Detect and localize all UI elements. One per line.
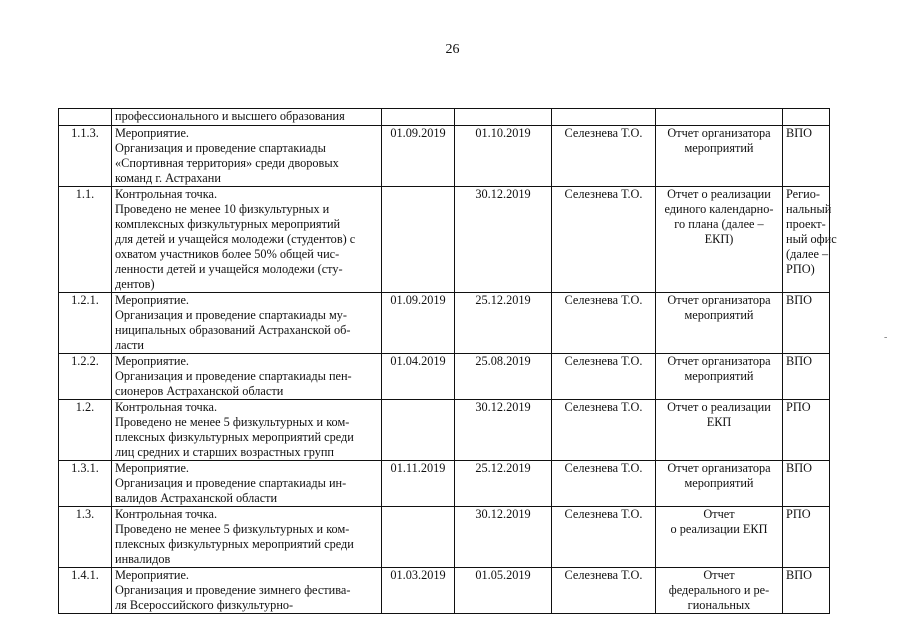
- table-row: [59, 568, 830, 614]
- page-number: 26: [445, 42, 460, 57]
- level-cell: [783, 293, 830, 354]
- description-cell: [112, 568, 382, 614]
- item-number-cell: [59, 109, 112, 126]
- description-line: Проведено не менее 5 физкультурных и ком-: [115, 522, 350, 536]
- description-cell: [112, 293, 382, 354]
- start-date-cell: [382, 187, 455, 293]
- document-cell: [656, 109, 783, 126]
- description-line: лиц средних и старших возрастных групп: [115, 445, 335, 459]
- description-line: валидов Астраханской области: [115, 491, 278, 505]
- level-line: РПО): [786, 262, 815, 276]
- description-line: Проведено не менее 10 физкультурных и: [115, 202, 330, 216]
- level-line: РПО: [786, 400, 811, 414]
- description-line: для детей и учащейся молодежи (студентов) с: [115, 232, 356, 246]
- document-line: мероприятий: [684, 141, 754, 155]
- description-line: Контрольная точка.: [115, 400, 218, 414]
- description-cell: [112, 126, 382, 187]
- plan-table: [58, 108, 837, 614]
- responsible-cell: Селезнева Т.О.: [552, 568, 656, 614]
- document-line: федерального и ре-: [668, 583, 770, 597]
- document-cell: [656, 126, 783, 187]
- table-row: [59, 109, 830, 126]
- end-date-cell: 30.12.2019: [455, 400, 552, 461]
- description-line: комплексных физкультурных мероприятий: [115, 217, 341, 231]
- description-line: «Спортивная территория» среди дворовых: [115, 156, 339, 170]
- document-line: гиональных: [687, 598, 751, 612]
- description-cell: [112, 109, 382, 126]
- document-cell: [656, 400, 783, 461]
- table-row: [59, 400, 830, 461]
- level-cell: [783, 354, 830, 400]
- table-row: [59, 461, 830, 507]
- responsible-cell: Селезнева Т.О.: [552, 461, 656, 507]
- start-date-cell: 01.09.2019: [382, 126, 455, 187]
- responsible-cell: Селезнева Т.О.: [552, 400, 656, 461]
- end-date-cell: 25.12.2019: [455, 293, 552, 354]
- level-cell: [783, 109, 830, 126]
- level-cell: [783, 568, 830, 614]
- description-line: охватом участников более 50% общей чис-: [115, 247, 340, 261]
- description-line: ласти: [115, 338, 145, 352]
- document-cell: [656, 354, 783, 400]
- end-date-cell: [455, 109, 552, 126]
- item-number-cell: 1.2.: [59, 400, 112, 461]
- description-line: Организация и проведение спартакиады му-: [115, 308, 347, 322]
- description-line: Организация и проведение спартакиады ин-: [115, 476, 347, 490]
- end-date-cell: 01.05.2019: [455, 568, 552, 614]
- level-line: (далее –: [786, 247, 829, 261]
- document-cell: [656, 461, 783, 507]
- document-line: Отчет: [703, 568, 735, 582]
- level-cell: [783, 126, 830, 187]
- stray-mark: -: [884, 332, 888, 343]
- document-line: го плана (далее –: [674, 217, 764, 231]
- start-date-cell: [382, 400, 455, 461]
- description-cell: [112, 461, 382, 507]
- description-line: инвалидов: [115, 552, 171, 566]
- item-number-cell: 1.2.2.: [59, 354, 112, 400]
- table-row: [59, 354, 830, 400]
- item-number-cell: 1.4.1.: [59, 568, 112, 614]
- table-row: [59, 187, 830, 293]
- start-date-cell: 01.04.2019: [382, 354, 455, 400]
- document-cell: [656, 187, 783, 293]
- document-line: Отчет: [703, 507, 735, 521]
- responsible-cell: Селезнева Т.О.: [552, 293, 656, 354]
- level-line: ный офис: [786, 232, 837, 246]
- description-line: ниципальных образований Астраханской об-: [115, 323, 351, 337]
- document-line: ЕКП: [706, 415, 732, 429]
- level-cell: [783, 507, 830, 568]
- description-line: профессионального и высшего образования: [115, 109, 345, 123]
- document-line: ЕКП): [704, 232, 734, 246]
- start-date-cell: [382, 507, 455, 568]
- description-cell: [112, 187, 382, 293]
- responsible-cell: [552, 109, 656, 126]
- description-line: плексных физкультурных мероприятий среди: [115, 430, 354, 444]
- start-date-cell: 01.11.2019: [382, 461, 455, 507]
- level-line: нальный: [786, 202, 832, 216]
- document-line: мероприятий: [684, 308, 754, 322]
- item-number-cell: 1.3.: [59, 507, 112, 568]
- document-cell: [656, 568, 783, 614]
- document-line: Отчет организатора: [667, 354, 771, 368]
- level-cell: [783, 187, 837, 293]
- document-line: Отчет о реализации: [667, 400, 771, 414]
- responsible-cell: Селезнева Т.О.: [552, 126, 656, 187]
- description-line: Контрольная точка.: [115, 187, 218, 201]
- level-line: Регио-: [786, 187, 821, 201]
- level-line: проект-: [786, 217, 826, 231]
- item-number-cell: 1.2.1.: [59, 293, 112, 354]
- document-line: Отчет организатора: [667, 293, 771, 307]
- item-number-cell: 1.1.: [59, 187, 112, 293]
- description-line: плексных физкультурных мероприятий среди: [115, 537, 354, 551]
- document-line: Отчет организатора: [667, 461, 771, 475]
- item-number-cell: 1.3.1.: [59, 461, 112, 507]
- end-date-cell: 30.12.2019: [455, 507, 552, 568]
- end-date-cell: 25.12.2019: [455, 461, 552, 507]
- table-row: [59, 126, 830, 187]
- item-number-cell: 1.1.3.: [59, 126, 112, 187]
- level-line: ВПО: [786, 354, 812, 368]
- description-line: Мероприятие.: [115, 568, 189, 582]
- document-line: Отчет организатора: [667, 126, 771, 140]
- description-line: Контрольная точка.: [115, 507, 218, 521]
- level-line: РПО: [786, 507, 811, 521]
- description-cell: [112, 507, 382, 568]
- description-line: дентов): [115, 277, 155, 291]
- description-line: Организация и проведение спартакиады: [115, 141, 326, 155]
- document-line: мероприятий: [684, 369, 754, 383]
- description-line: Мероприятие.: [115, 461, 189, 475]
- start-date-cell: [382, 109, 455, 126]
- level-cell: [783, 461, 830, 507]
- document-cell: [656, 507, 783, 568]
- document-line: Отчет о реализации: [667, 187, 771, 201]
- end-date-cell: 25.08.2019: [455, 354, 552, 400]
- responsible-cell: Селезнева Т.О.: [552, 187, 656, 293]
- table-row: [59, 293, 830, 354]
- document-cell: [656, 293, 783, 354]
- document-line: о реализации ЕКП: [670, 522, 768, 536]
- end-date-cell: 30.12.2019: [455, 187, 552, 293]
- start-date-cell: 01.09.2019: [382, 293, 455, 354]
- level-cell: [783, 400, 830, 461]
- description-line: Организация и проведение спартакиады пен-: [115, 369, 352, 383]
- level-line: ВПО: [786, 568, 812, 582]
- document-line: мероприятий: [684, 476, 754, 490]
- level-line: ВПО: [786, 126, 812, 140]
- description-line: Мероприятие.: [115, 354, 189, 368]
- description-line: команд г. Астрахани: [115, 171, 221, 185]
- description-line: Мероприятие.: [115, 293, 189, 307]
- description-line: Мероприятие.: [115, 126, 189, 140]
- level-line: ВПО: [786, 461, 812, 475]
- description-line: ля Всероссийского физкультурно-: [115, 598, 294, 612]
- start-date-cell: 01.03.2019: [382, 568, 455, 614]
- document-line: единого календарно-: [664, 202, 774, 216]
- end-date-cell: 01.10.2019: [455, 126, 552, 187]
- table-row: [59, 507, 830, 568]
- level-line: ВПО: [786, 293, 812, 307]
- description-cell: [112, 400, 382, 461]
- description-line: Проведено не менее 5 физкультурных и ком-: [115, 415, 350, 429]
- description-line: Организация и проведение зимнего фестива-: [115, 583, 351, 597]
- description-cell: [112, 354, 382, 400]
- responsible-cell: Селезнева Т.О.: [552, 354, 656, 400]
- description-line: сионеров Астраханской области: [115, 384, 284, 398]
- responsible-cell: Селезнева Т.О.: [552, 507, 656, 568]
- description-line: ленности детей и учащейся молодежи (сту-: [115, 262, 343, 276]
